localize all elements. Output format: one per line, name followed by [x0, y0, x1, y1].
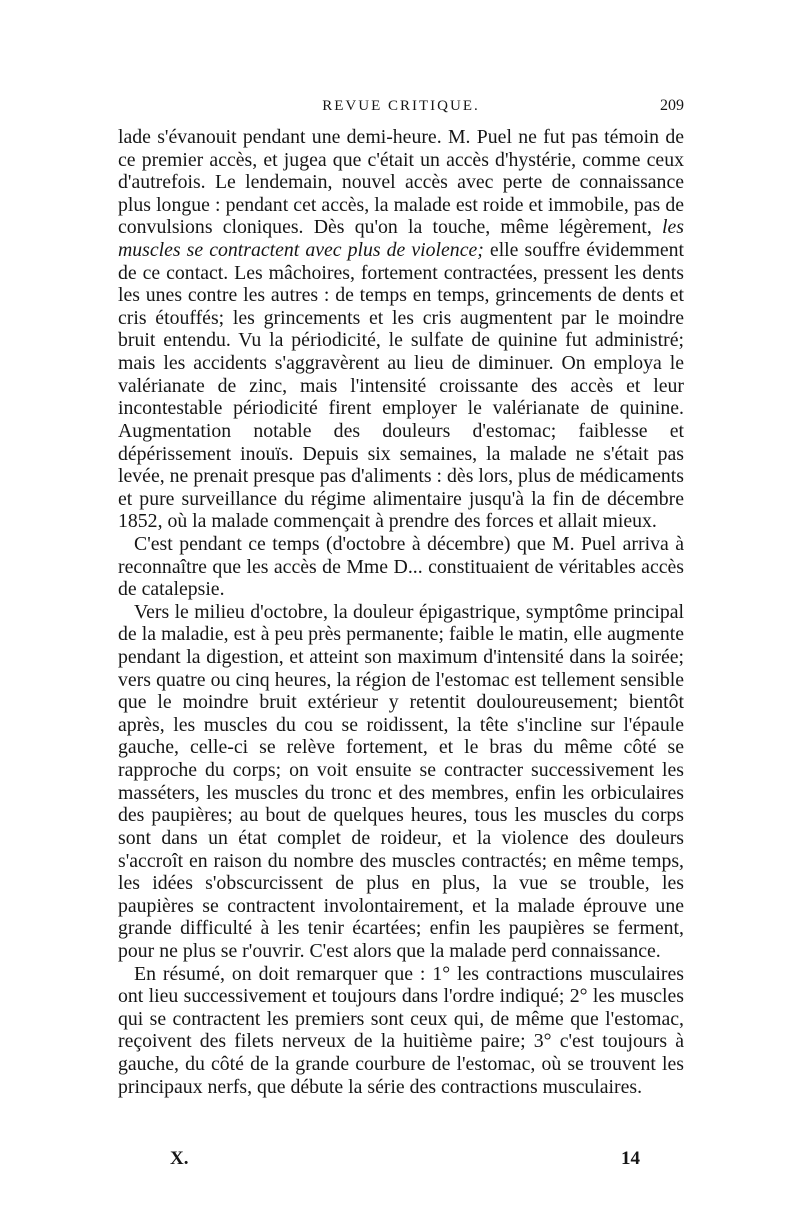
- italic-phrase: les muscles se contractent avec plus de violence;: [118, 216, 684, 262]
- text-segment: C'est pendant ce temps (d'octobre à décembre) que M. Puel arriva à reconnaître que les accès de Mme D... constituaient de véritables accès de catalepsie.: [118, 532, 684, 601]
- text-segment: lade s'évanouit pendant une demi-heure. M. Puel ne fut pas témoin de ce premier accès, et jugea que c'était un accès d'hystérie, comme ceux d'autrefois. Le lendemain, nouvel accès avec perte de connaissance plus longue : pendant cet accès, la malade est roide et immobile, pas de convulsions cloniques. Dès qu'on la touche, même légèrement,: [118, 126, 684, 239]
- page-number: 209: [660, 97, 684, 114]
- body-text: [118, 126, 684, 1098]
- paragraph-4: [118, 963, 684, 1099]
- text-segment: Vers le milieu d'octobre, la douleur épigastrique, symptôme principal de la maladie, est à peu près permanente; faible le matin, elle augmente pendant la digestion, et atteint son maximum d'intensité dans la soirée; vers quatre ou cinq heures, la région de l'estomac est tellement sensible que le moindre bruit extérieur y retentit douloureusement; bientôt après, les muscles du cou se roidissent, la tête s'incline sur l'épaule gauche, celle-ci se relève fortement, et le bras du même côté se rapproche du corps; on voit ensuite se contracter successivement les masséters, les muscles du tronc et des membres, enfin les orbiculaires des paupières; au bout de quelques heures, tous les muscles du corps sont dans un état complet de roideur, et la violence des douleurs s'accroît en raison du nombre des muscles contractés; en même temps, les idées s'obscurcissent de plus en plus, la vue se trouble, les paupières se contractent involontairement, et la malade éprouve une grande difficulté à les tenir écartées; enfin les paupières se ferment, pour ne plus se r'ouvrir. C'est alors que la malade perd connaissance.: [118, 600, 684, 962]
- paragraph-3: [118, 601, 684, 963]
- page-footer: [170, 1146, 640, 1172]
- signature-mark: X.: [170, 1148, 189, 1169]
- paragraph-1: [118, 126, 684, 533]
- signature-sheet-number: 14: [621, 1148, 640, 1169]
- text-segment: En résumé, on doit remarquer que : 1° les contractions musculaires ont lieu successivement et toujours dans l'ordre indiqué; 2° les muscles qui se contractent les premiers sont ceux qui, de même que l'estomac, reçoivent des filets nerveux de la huitième paire; 3° c'est toujours à gauche, du côté de la grande courbure de l'estomac, où se trouvent les principaux nerfs, que débute la série des contractions musculaires.: [118, 962, 684, 1098]
- paragraph-2: [118, 533, 684, 601]
- running-header: [118, 93, 684, 119]
- text-segment: elle souffre évidemment de ce contact. Les mâchoires, fortement contractées, pressent les dents les unes contre les autres : de temps en temps, grincements de dents et cris étouffés; les grincements et les cris augmentent par le moindre bruit entendu. Vu la périodicité, le sulfate de quinine fut administré; mais les accidents s'aggravèrent au lieu de diminuer. On employa le valérianate de zinc, mais l'intensité croissante des accès et leur incontestable périodicité firent employer le valérianate de quinine. Augmentation notable des douleurs d'estomac; faiblesse et dépérissement inouïs. Depuis six semaines, la malade ne s'était pas levée, ne prenait presque pas d'aliments : dès lors, plus de médicaments et pure surveillance du régime alimentaire jusqu'à la fin de décembre 1852, où la malade commençait à prendre des forces et allait mieux.: [118, 239, 684, 533]
- running-head-title: REVUE CRITIQUE.: [322, 98, 480, 114]
